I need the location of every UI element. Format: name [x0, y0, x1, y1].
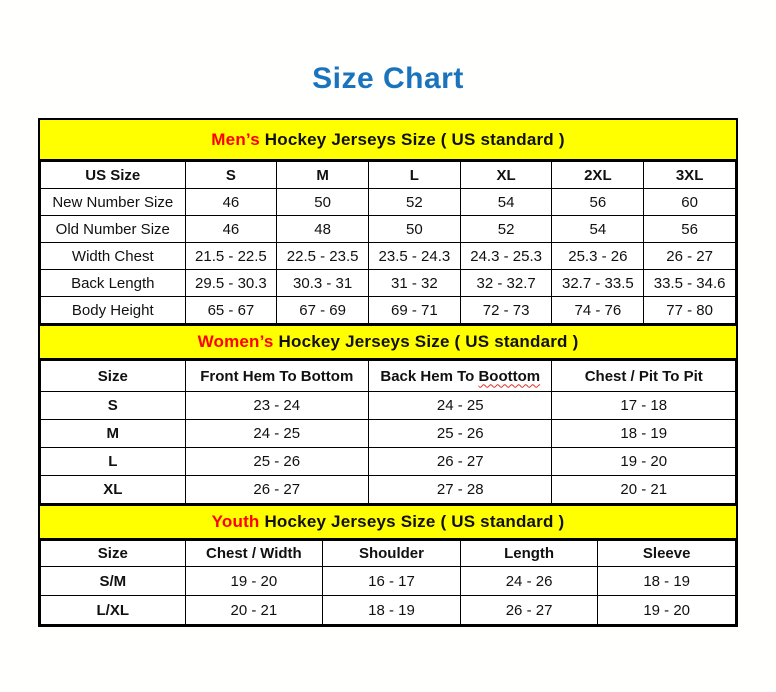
size-cell: 31 - 32: [369, 270, 461, 297]
section-womens: [40, 324, 736, 504]
band-highlight: Women’s: [197, 332, 274, 351]
page-title: Size Chart: [312, 62, 464, 95]
size-cell: 19 - 20: [598, 596, 736, 625]
table-row: [41, 567, 736, 596]
section-mens: [40, 120, 736, 324]
size-cell: 32.7 - 33.5: [552, 270, 644, 297]
size-cell: 72 - 73: [460, 297, 552, 324]
table-row: [41, 448, 736, 476]
size-cell: 25.3 - 26: [552, 243, 644, 270]
size-cell: 32 - 32.7: [460, 270, 552, 297]
size-cell: 20 - 21: [185, 596, 323, 625]
table-row: [41, 476, 736, 504]
column-header: L: [369, 162, 461, 189]
row-label: New Number Size: [41, 189, 186, 216]
size-cell: 23.5 - 24.3: [369, 243, 461, 270]
size-cell: 30.3 - 31: [277, 270, 369, 297]
column-header: Shoulder: [323, 541, 461, 567]
size-cell: 77 - 80: [644, 297, 736, 324]
header-row: [41, 361, 736, 392]
size-cell: 60: [644, 189, 736, 216]
size-cell: 26 - 27: [460, 596, 598, 625]
youth-band: [40, 504, 736, 540]
row-label: S/M: [41, 567, 186, 596]
youth-table: [40, 540, 736, 625]
size-cell: 17 - 18: [552, 392, 736, 420]
size-cell: 18 - 19: [552, 420, 736, 448]
band-highlight: Men’s: [211, 129, 260, 149]
size-cell: 33.5 - 34.6: [644, 270, 736, 297]
mens-table: [40, 161, 736, 324]
table-row: [41, 392, 736, 420]
size-cell: 52: [460, 216, 552, 243]
womens-band: [40, 324, 736, 360]
column-header: Chest / Width: [185, 541, 323, 567]
misspelled-word: Boottom: [478, 367, 541, 385]
band-text: Hockey Jerseys Size ( US standard ): [259, 129, 565, 149]
size-cell: 46: [185, 216, 277, 243]
row-label: Body Height: [41, 297, 186, 324]
band-text: Hockey Jerseys Size ( US standard ): [273, 332, 579, 351]
column-header: Length: [460, 541, 598, 567]
size-cell: 46: [185, 189, 277, 216]
column-header: Size: [41, 361, 186, 392]
size-cell: 74 - 76: [552, 297, 644, 324]
size-cell: 21.5 - 22.5: [185, 243, 277, 270]
size-cell: 50: [369, 216, 461, 243]
size-cell: 24 - 26: [460, 567, 598, 596]
column-header: M: [277, 162, 369, 189]
column-header-text: Back Hem To: [380, 367, 479, 385]
size-cell: 54: [552, 216, 644, 243]
column-header: XL: [460, 162, 552, 189]
column-header: Size: [41, 541, 186, 567]
size-cell: 50: [277, 189, 369, 216]
size-cell: 56: [552, 189, 644, 216]
table-row: [41, 216, 736, 243]
size-cell: 48: [277, 216, 369, 243]
section-youth: [40, 504, 736, 625]
row-label: Width Chest: [41, 243, 186, 270]
table-row: [41, 297, 736, 324]
size-cell: 56: [644, 216, 736, 243]
column-header: Front Hem To Bottom: [185, 361, 368, 392]
column-header: Sleeve: [598, 541, 736, 567]
size-cell: 19 - 20: [552, 448, 736, 476]
table-row: [41, 596, 736, 625]
column-header: 3XL: [644, 162, 736, 189]
row-label: L/XL: [41, 596, 186, 625]
row-label: Back Length: [41, 270, 186, 297]
row-label: S: [41, 392, 186, 420]
size-cell: 54: [460, 189, 552, 216]
table-row: [41, 189, 736, 216]
table-row: [41, 420, 736, 448]
column-header: Chest / Pit To Pit: [552, 361, 736, 392]
size-cell: 24 - 25: [369, 392, 552, 420]
size-cell: 25 - 26: [369, 420, 552, 448]
size-chart-table-group: [38, 118, 738, 627]
row-label: XL: [41, 476, 186, 504]
size-cell: 18 - 19: [323, 596, 461, 625]
size-cell: 22.5 - 23.5: [277, 243, 369, 270]
table-row: [41, 243, 736, 270]
column-header: 2XL: [552, 162, 644, 189]
column-header: S: [185, 162, 277, 189]
row-label: L: [41, 448, 186, 476]
size-cell: 52: [369, 189, 461, 216]
column-header: [369, 361, 552, 392]
size-cell: 18 - 19: [598, 567, 736, 596]
size-cell: 25 - 26: [185, 448, 368, 476]
size-cell: 23 - 24: [185, 392, 368, 420]
row-label: M: [41, 420, 186, 448]
size-cell: 24.3 - 25.3: [460, 243, 552, 270]
size-cell: 67 - 69: [277, 297, 369, 324]
header-row: [41, 162, 736, 189]
size-cell: 27 - 28: [369, 476, 552, 504]
band-highlight: Youth: [211, 512, 260, 531]
size-cell: 20 - 21: [552, 476, 736, 504]
size-cell: 26 - 27: [644, 243, 736, 270]
size-cell: 69 - 71: [369, 297, 461, 324]
size-cell: 24 - 25: [185, 420, 368, 448]
column-header: US Size: [41, 162, 186, 189]
band-text: Hockey Jerseys Size ( US standard ): [259, 512, 565, 531]
table-row: [41, 270, 736, 297]
size-cell: 16 - 17: [323, 567, 461, 596]
size-cell: 26 - 27: [369, 448, 552, 476]
row-label: Old Number Size: [41, 216, 186, 243]
size-cell: 19 - 20: [185, 567, 323, 596]
size-cell: 29.5 - 30.3: [185, 270, 277, 297]
womens-table: [40, 360, 736, 504]
mens-band: [40, 120, 736, 161]
size-cell: 65 - 67: [185, 297, 277, 324]
size-cell: 26 - 27: [185, 476, 368, 504]
header-row: [41, 541, 736, 567]
